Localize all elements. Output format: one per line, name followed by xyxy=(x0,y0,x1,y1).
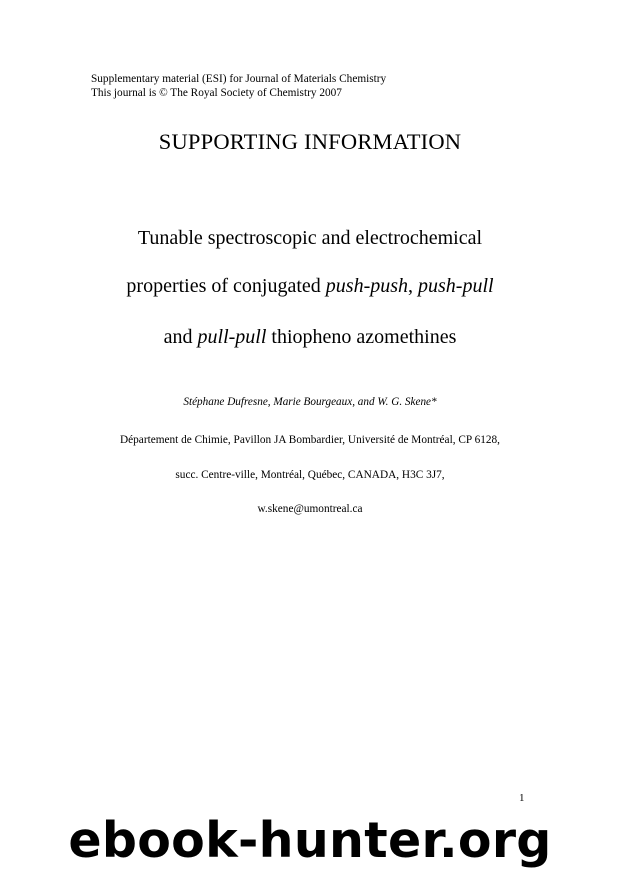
document-title: SUPPORTING INFORMATION xyxy=(158,129,462,154)
paper-title-text: and xyxy=(163,326,198,348)
paper-title-text: thiopheno azomethines xyxy=(266,326,457,348)
journal-header-line-1: Supplementary material (ESI) for Journal of Materials Chemistry xyxy=(91,73,387,85)
page-number: 1 xyxy=(519,792,525,804)
paper-title-separator: , xyxy=(408,275,419,297)
contact-email: w.skene@umontreal.ca xyxy=(257,503,363,515)
paper-title-line-1 xyxy=(0,225,620,251)
affiliation-line-1: Département de Chimie, Pavillon JA Bombardier, Université de Montréal, CP 6128, xyxy=(119,434,501,446)
paper-title-italic: push-pull xyxy=(418,275,494,297)
paper-title-italic: pull-pull xyxy=(197,326,267,348)
journal-header-line-2: This journal is © The Royal Society of Chemistry 2007 xyxy=(91,87,342,99)
paper-title-line-3 xyxy=(0,324,620,350)
paper-title-text: Tunable spectroscopic and electrochemical xyxy=(137,227,483,249)
watermark-text: ebook-hunter.org xyxy=(68,812,552,869)
paper-title-italic: push-push xyxy=(325,275,409,297)
paper-title-line-2 xyxy=(0,273,620,299)
author-list: Stéphane Dufresne, Marie Bourgeaux, and W. G. Skene* xyxy=(183,396,437,408)
affiliation-line-2: succ. Centre-ville, Montréal, Québec, CANADA, H3C 3J7, xyxy=(175,469,445,481)
paper-title-text: properties of conjugated xyxy=(126,275,326,297)
